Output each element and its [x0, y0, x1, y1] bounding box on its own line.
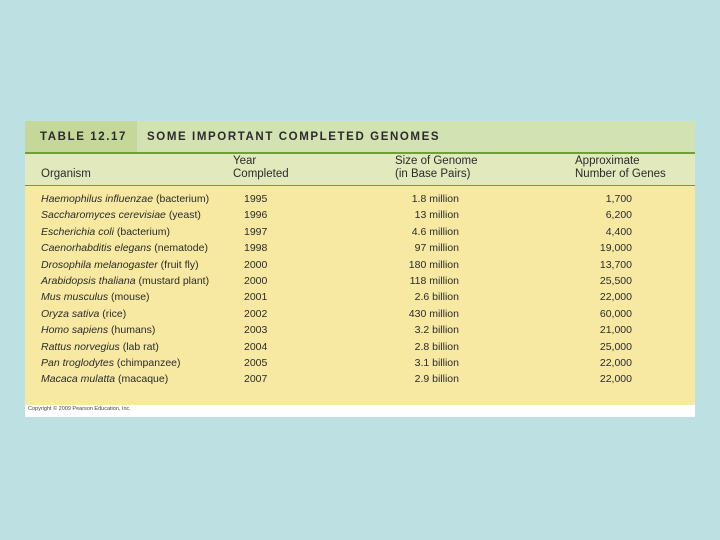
organism-cell: [41, 240, 208, 256]
size-cell: 2.6 billion: [414, 291, 459, 304]
genes-cell: 19,000: [599, 242, 632, 255]
table-row: [25, 306, 695, 322]
organism-cell: [41, 191, 209, 207]
organism-cell: [41, 355, 181, 371]
header-organism: Organism: [41, 168, 91, 180]
size-cell: 2.8 billion: [414, 340, 459, 353]
table-row: [25, 207, 695, 223]
size-cell: 118 million: [409, 275, 459, 287]
year-cell: 2007: [244, 373, 268, 386]
header-genes: [575, 155, 666, 181]
species-name: Rattus norvegius: [41, 340, 120, 353]
size-cell: 2.9 billion: [414, 373, 459, 386]
table-title: SOME IMPORTANT COMPLETED GENOMES: [147, 130, 441, 143]
copyright-notice: Copyright © 2009 Pearson Education, Inc.: [28, 406, 131, 412]
size-cell: 4.6 million: [411, 225, 459, 238]
common-name: (yeast): [168, 209, 201, 222]
table-body: [25, 186, 695, 405]
species-name: Saccharomyces cerevisiae: [41, 209, 166, 222]
organism-cell: [41, 207, 201, 223]
genes-cell: 4,400: [605, 225, 632, 238]
common-name: (nematode): [154, 242, 208, 255]
table-row: [25, 257, 695, 273]
year-cell: 1998: [244, 242, 268, 255]
year-cell: 2001: [244, 291, 268, 304]
header-size: [395, 155, 477, 181]
species-name: Homo sapiens: [41, 324, 109, 337]
organism-cell: [41, 257, 199, 273]
species-name: Drosophila melanogaster: [41, 258, 158, 271]
size-cell: 3.1 billion: [414, 357, 459, 369]
size-cell: 1.8 million: [411, 193, 459, 205]
year-cell: 1997: [244, 225, 268, 238]
header-year: [233, 155, 289, 181]
common-name: (mouse): [111, 291, 150, 304]
genes-cell: 13,700: [599, 258, 632, 271]
table-row: [25, 339, 695, 355]
table-title-bar: [25, 121, 695, 152]
common-name: (macaque): [118, 373, 169, 386]
species-name: Mus musculus: [41, 291, 109, 304]
common-name: (fruit fly): [160, 258, 199, 271]
species-name: Pan troglodytes: [41, 357, 114, 369]
genes-cell: 6,200: [605, 209, 632, 222]
common-name: (mustard plant): [138, 275, 210, 287]
common-name: (chimpanzee): [116, 357, 181, 369]
header-size-line1: Size of Genome: [395, 155, 478, 167]
size-cell: 13 million: [414, 209, 459, 222]
year-cell: 2003: [244, 324, 268, 337]
genes-cell: 25,000: [599, 340, 632, 353]
year-cell: 2005: [244, 357, 268, 369]
genes-cell: 22,000: [599, 291, 632, 304]
species-name: Arabidopsis thaliana: [41, 275, 136, 287]
table-row: [25, 322, 695, 338]
year-cell: 2002: [244, 307, 268, 320]
organism-cell: [41, 224, 170, 240]
year-cell: 1995: [244, 193, 268, 205]
common-name: (bacterium): [116, 225, 170, 238]
header-genes-line1: Approximate: [575, 155, 640, 167]
table-label: TABLE 12.17: [25, 121, 137, 152]
species-name: Caenorhabditis elegans: [41, 242, 152, 255]
species-name: Oryza sativa: [41, 307, 100, 320]
table-row: [25, 289, 695, 305]
common-name: (lab rat): [122, 340, 159, 353]
organism-cell: [41, 322, 155, 338]
genes-cell: 60,000: [599, 307, 632, 320]
genes-cell: 22,000: [599, 357, 632, 369]
genome-table-card: [25, 121, 695, 417]
size-cell: 97 million: [414, 242, 459, 255]
organism-cell: [41, 339, 159, 355]
table-row: [25, 371, 695, 387]
genes-cell: 1,700: [605, 193, 632, 205]
organism-cell: [41, 306, 126, 322]
species-name: Haemophilus influenzae: [41, 193, 154, 205]
species-name: Macaca mulatta: [41, 373, 116, 386]
table-header-row: [25, 154, 695, 186]
size-cell: 430 million: [408, 307, 459, 320]
organism-cell: [41, 289, 150, 305]
header-year-line1: Year: [233, 155, 257, 167]
size-cell: 180 million: [408, 258, 459, 271]
table-row: [25, 224, 695, 240]
species-name: Escherichia coli: [41, 225, 114, 238]
header-size-line2: (in Base Pairs): [395, 168, 471, 180]
genes-cell: 22,000: [599, 373, 632, 386]
organism-cell: [41, 273, 209, 289]
year-cell: 2000: [244, 275, 268, 287]
header-year-line2: Completed: [233, 168, 289, 180]
common-name: (rice): [102, 307, 127, 320]
header-genes-line2: Number of Genes: [575, 168, 666, 180]
table-row: [25, 273, 695, 289]
table-row: [25, 355, 695, 371]
size-cell: 3.2 billion: [414, 324, 459, 337]
common-name: (humans): [111, 324, 156, 337]
genes-cell: 25,500: [599, 275, 632, 287]
year-cell: 1996: [244, 209, 268, 222]
common-name: (bacterium): [156, 193, 210, 205]
year-cell: 2004: [244, 340, 268, 353]
organism-cell: [41, 371, 168, 387]
year-cell: 2000: [244, 258, 268, 271]
table-row: [25, 240, 695, 256]
genes-cell: 21,000: [599, 324, 632, 337]
table-row: [25, 191, 695, 207]
